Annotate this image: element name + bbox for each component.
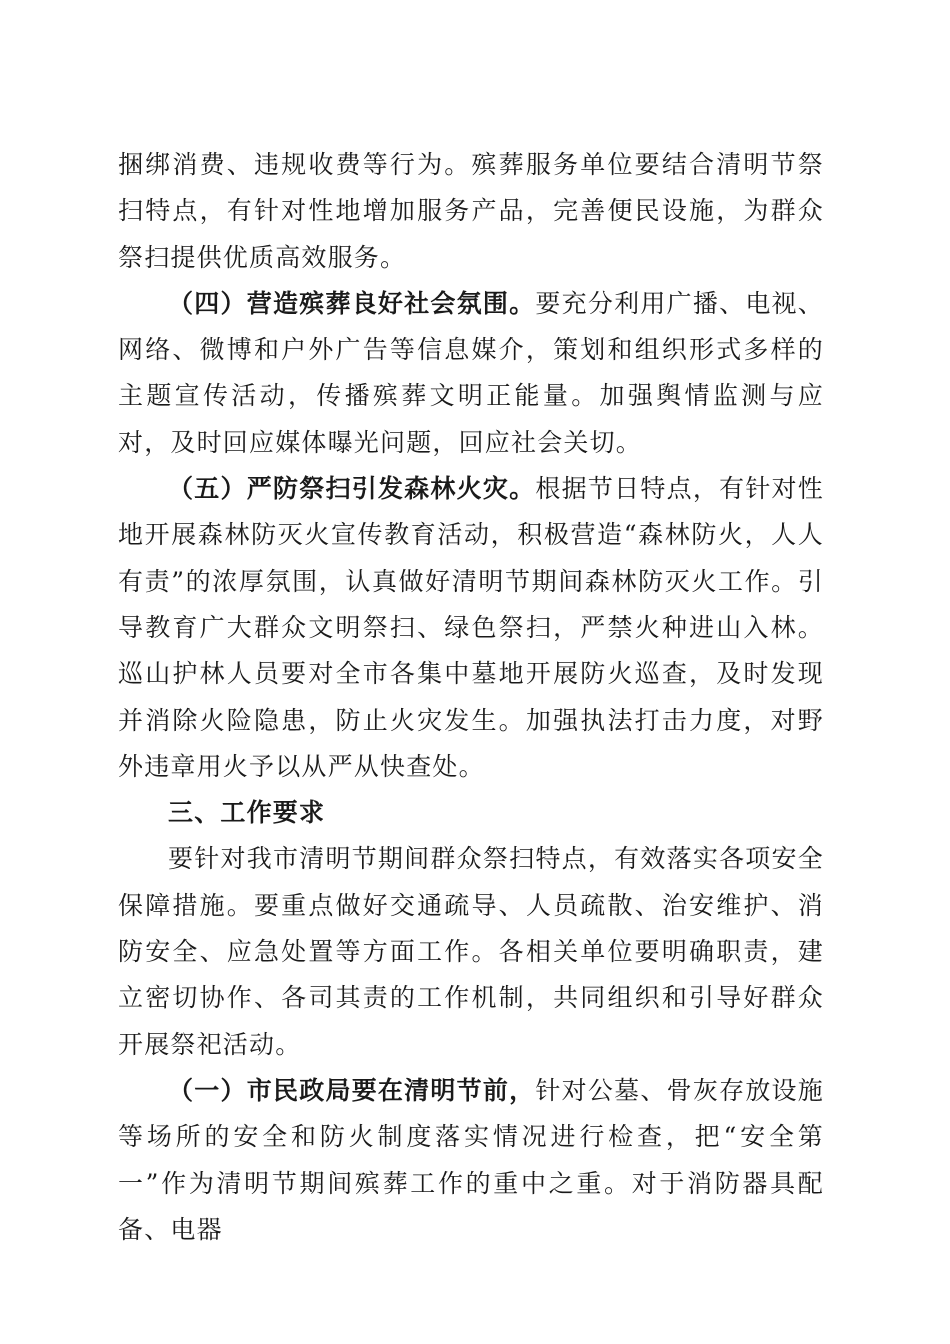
paragraph-lead: （一）市民政局要在清明节前， xyxy=(168,1075,536,1105)
paragraph-continuation xyxy=(118,142,824,281)
paragraph-text: 针对公墓、骨灰存放设施等场所的安全和防火制度落实情况进行检查，把“安全第一”作为清明节期间殡葬工作的重中之重。对于消防器具配备、电器 xyxy=(118,1075,825,1244)
paragraph-item-1 xyxy=(118,1068,824,1253)
paragraph-text: 捆绑消费、违规收费等行为。殡葬服务单位要结合清明节祭扫特点，有针对性地增加服务产品，完善便民设施，为群众祭扫提供优质高效服务。 xyxy=(118,150,824,272)
paragraph-text: 要针对我市清明节期间群众祭扫特点，有效落实各项安全保障措施。要重点做好交通疏导、人员疏散、治安维护、消防安全、应急处置等方面工作。各相关单位要明确职责，建立密切协作、各司其责的工作机制，共同组织和引导好群众开展祭祀活动。 xyxy=(118,844,824,1059)
paragraph-text: 要充分利用广播、电视、网络、微博和户外广告等信息媒介，策划和组织形式多样的主题宣传活动，传播殡葬文明正能量。加强舆情监测与应对，及时回应媒体曝光问题，回应社会关切。 xyxy=(118,288,825,457)
section-heading: 三、工作要求 xyxy=(168,798,326,828)
document-body xyxy=(118,142,824,1253)
paragraph-text: 根据节日特点，有针对性地开展森林防灭火宣传教育活动，积极营造“森林防火，人人有责”的浓厚氛围，认真做好清明节期间森林防灭火工作。引导教育广大群众文明祭扫、绿色祭扫，严禁火种进山入林。巡山护林人员要对全市各集中墓地开展防火巡查，及时发现并消除火险隐患，防止火灾发生。加强执法打击力度，对野外违章用火予以从严从快查处。 xyxy=(118,474,825,781)
paragraph-lead: （四）营造殡葬良好社会氛围。 xyxy=(168,288,536,318)
paragraph-section-5 xyxy=(118,466,824,790)
paragraph-section-4 xyxy=(118,281,824,466)
paragraph-work-requirements xyxy=(118,836,824,1067)
paragraph-lead: （五）严防祭扫引发森林火灾。 xyxy=(168,474,536,504)
